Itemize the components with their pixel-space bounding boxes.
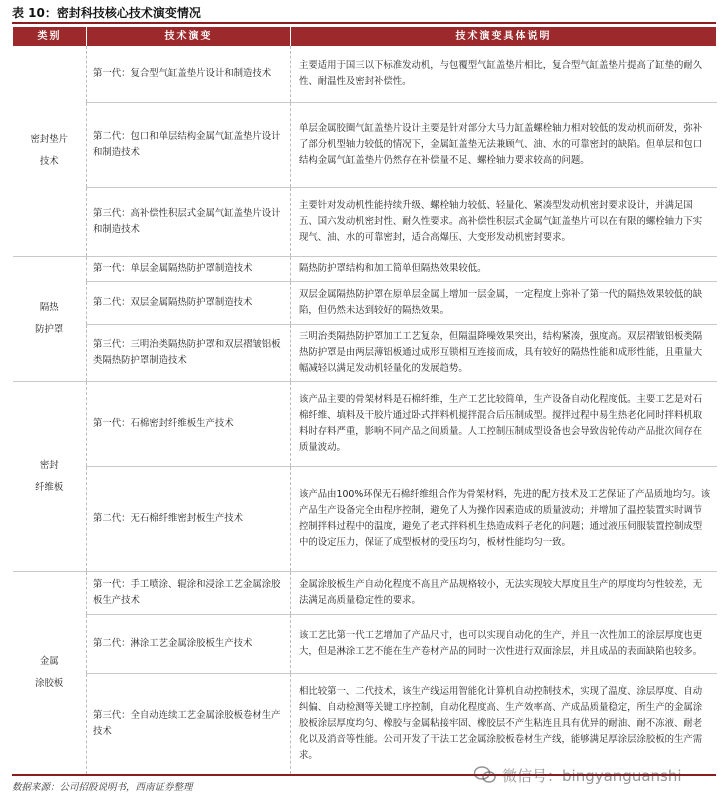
- table-row: [13, 615, 717, 674]
- tech-cell: 第一代：手工喷涂、辊涂和浸涂工艺金属涂胶板生产技术: [87, 572, 291, 615]
- detail-cell: 金属涂胶板生产自动化程度不高且产品规格较小，无法实现较大厚度且生产的厚度均匀性较差，无法满足高质量稳定性的要求。: [291, 572, 717, 615]
- table-row: [13, 46, 717, 103]
- tech-cell: 第二代：无石棉纤维密封板生产技术: [87, 467, 291, 572]
- watermark: [474, 760, 714, 790]
- watermark-text: 微信号：bingyanguanshi: [502, 766, 682, 785]
- detail-cell: 隔热防护罩结构和加工简单但隔热效果较低。: [291, 257, 717, 282]
- category-label: 技术: [39, 156, 59, 167]
- detail-cell: 双层金属隔热防护罩在原单层金属上增加一层金属，一定程度上弥补了第一代的隔热效果较低的缺陷，但仍然未达到较好的隔热效果。: [291, 282, 717, 325]
- top-rule: [12, 22, 716, 24]
- tech-cell: 第三代：全自动连续工艺金属涂胶板卷材生产技术: [87, 674, 291, 775]
- table-title: 表 10：密封科技核心技术演变情况: [12, 6, 201, 20]
- table-row: [13, 382, 717, 467]
- tech-evolution-table: [12, 27, 717, 774]
- tech-cell: 第一代：单层金属隔热防护罩制造技术: [87, 257, 291, 282]
- category-cell: [13, 572, 87, 775]
- detail-cell: 主要针对发动机性能持续升级、螺栓轴力较低、轻量化、紧凑型发动机密封要求设计，并满足国五、国六发动机密封性、耐久性要求。高补偿性积层式金属气缸盖垫片可以在有限的螺栓轴力下实现气、油、水的可靠密封，适合高爆压、大变形发动机密封要求。: [291, 188, 717, 257]
- category-label: 防护罩: [35, 324, 64, 335]
- table-row: [13, 325, 717, 382]
- source-note: 数据来源：公司招股说明书，西南证券整理: [12, 782, 193, 793]
- tech-cell: 第一代：石棉密封纤维板生产技术: [87, 382, 291, 467]
- tech-cell: 第二代：包口和单层结构金属气缸盖垫片设计和制造技术: [87, 103, 291, 188]
- category-label: 密封: [39, 459, 59, 471]
- tech-cell: 第一代：复合型气缸盖垫片设计和制造技术: [87, 46, 291, 103]
- tech-cell: 第二代：淋涂工艺金属涂胶板生产技术: [87, 615, 291, 674]
- category-cell: [13, 257, 87, 382]
- detail-cell: 单层金属胶圈气缸盖垫片设计主要是针对部分大马力缸盖螺栓轴力相对较低的发动机而研发，弥补了部分机型轴力较低的情况下，金属缸盖垫无法兼顾气、油、水的可靠密封的缺陷。但单层和包口结构金属气缸盖垫片仍然存在补偿量不足、螺栓轴力要求较高的问题。: [291, 103, 717, 188]
- detail-cell: 该产品由100%环保无石棉纤维组合作为骨架材料，先进的配方技术及工艺保证了产品质地均匀。该产品生产设备完全由程序控制，避免了人为操作因素造成的质量波动；并增加了温控装置实时调节控制拌料过程中的温度，避免了老式拌料机生热造成料子老化的问题；通过液压伺服装置控制成型中的设定压力，保证了成型板材的受压均匀，板材性能均匀一致。: [291, 467, 717, 572]
- table-row: [13, 257, 717, 282]
- category-label: 密封垫片: [30, 134, 68, 145]
- table-row: [13, 282, 717, 325]
- table-row: [13, 674, 717, 775]
- wechat-icon: [474, 766, 496, 784]
- detail-cell: 该工艺比第一代工艺增加了产品尺寸，也可以实现自动化的生产，并且一次性加工的涂层厚度也更大，但是淋涂工艺不能在生产卷材产品的同时一次性进行双面涂层，并且成品的表面缺陷也较多。: [291, 615, 717, 674]
- detail-cell: 主要适用于国三以下标准发动机，与包覆型气缸盖垫片相比，复合型气缸盖垫片提高了缸垫的耐久性、耐温性及密封补偿性。: [291, 46, 717, 103]
- tech-cell: 第二代：双层金属隔热防护罩制造技术: [87, 282, 291, 325]
- header-category: 类别: [13, 27, 87, 46]
- table-row: [13, 467, 717, 572]
- table-row: [13, 572, 717, 615]
- header-detail: 技术演变具体说明: [291, 27, 717, 46]
- table-row: [13, 188, 717, 257]
- detail-cell: 该产品主要的骨架材料是石棉纤维，生产工艺比较简单，生产设备自动化程度低。主要工艺是对石棉纤维、填料及干胶片通过卧式拌料机搅拌混合后压制成型。搅拌过程中易生热老化同时拌料机取料时存料严重，影响不同产品之间质量。人工控制压制成型设备也会导致齿轮传动产品批次间存在质量波动。: [291, 382, 717, 467]
- detail-cell: 相比较第一、二代技术，该生产线运用智能化计算机自动控制技术，实现了温度、涂层厚度、自动纠偏、自动检测等关键工序控制，自动化程度高、生产效率高、产成品质量稳定，所生产的金属涂胶板涂层厚度均匀、橡胶与金属粘接牢固、橡胶层不产生粘连且具有优异的耐油、耐不冻液、耐老化以及消音等性能。公司开发了干法工艺金属涂胶板卷材生产线，能够满足厚涂层涂胶板的生产需求。: [299, 686, 703, 761]
- category-label: 纤维板: [35, 481, 64, 493]
- category-cell: [13, 382, 87, 572]
- table-row: [13, 103, 717, 188]
- tech-cell: 第三代：高补偿性积层式金属气缸盖垫片设计和制造技术: [87, 188, 291, 257]
- table-header-row: [13, 27, 717, 46]
- tech-cell: 第三代：三明治类隔热防护罩和双层褶皱铝板类隔热防护罩制造技术: [87, 325, 291, 382]
- category-label: 涂胶板: [35, 678, 64, 689]
- detail-cell: 三明治类隔热防护罩加工工艺复杂，但隔温降噪效果突出，结构紧凑，强度高。双层褶皱铝板类隔热防护罩是由两层薄铝板通过成形互锁相互连接而成，具有较好的隔热性能和成形性能，且重量大幅减轻以满足发动机轻量化的发展趋势。: [291, 325, 717, 382]
- category-label: 隔热: [39, 302, 59, 313]
- category-label: 金属: [39, 656, 59, 667]
- header-tech: 技术演变: [87, 27, 291, 46]
- category-cell: [13, 46, 87, 257]
